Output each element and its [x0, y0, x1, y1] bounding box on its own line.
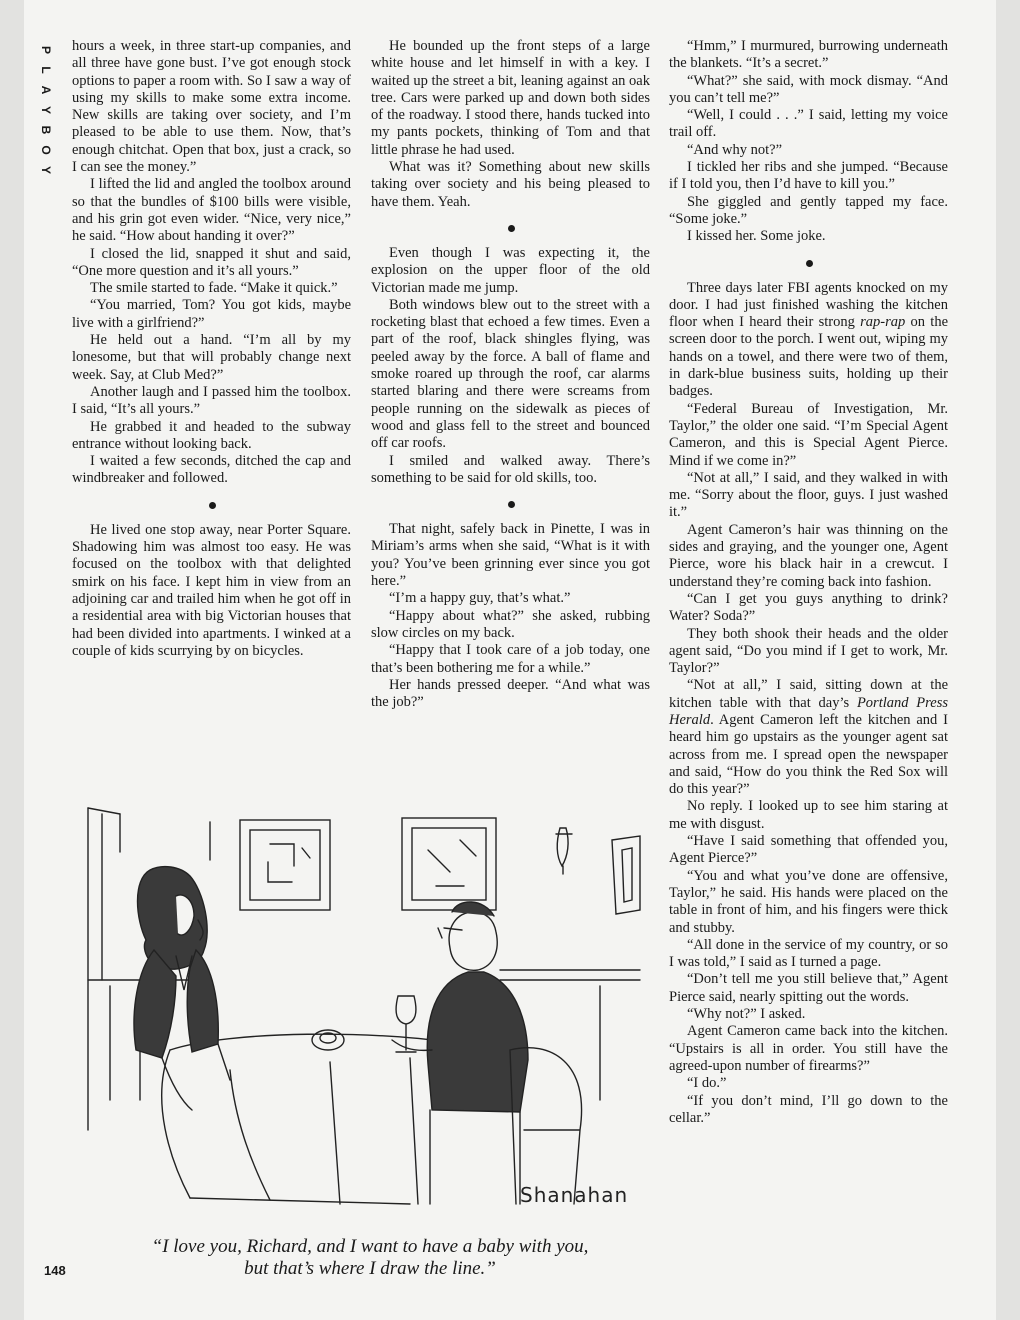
magazine-running-head: [38, 40, 54, 180]
body-paragraph: hours a week, in three start-up companies, and all three have gone bust. I’ve got enough stock options to paper a room with. So I saw a way of using my skills to make some extra income. New skills are taking over society, and I’m pleased to be able to use them. Now, that’s enough chitchat. Open that box, just a crack, so I can see the money.”: [72, 38, 351, 176]
page-number: 148: [44, 1263, 66, 1278]
body-paragraph: That night, safely back in Pinette, I was in Miriam’s arms when she said, “What is it with you? You’ve been grinning ever since you got here.”: [371, 521, 650, 590]
body-paragraph: “Happy about what?” she asked, rubbing slow circles on my back.: [371, 607, 650, 641]
body-paragraph: I smiled and walked away. There’s something to be said for old skills, too.: [371, 452, 650, 486]
body-paragraph: “Not at all,” I said, sitting down at the kitchen table with that day’s Portland Press Herald. Agent Cameron left the kitchen and I heard him go upstairs as the younger agent sat across from me. I spread open the newspaper and said, “How do you think the Red Sox will do this year?”: [669, 677, 948, 798]
running-head-letter: Y: [39, 165, 53, 174]
body-paragraph: I waited a few seconds, ditched the cap and windbreaker and followed.: [72, 453, 351, 487]
text-column-1: [72, 38, 351, 660]
body-paragraph: “You married, Tom? You got kids, maybe live with a girlfriend?”: [72, 297, 351, 331]
italic-phrase: rap-rap: [860, 314, 906, 331]
italic-phrase: Portland Press Herald: [669, 694, 948, 728]
cartoon-illustration: [80, 800, 650, 1225]
body-paragraph: Another laugh and I passed him the toolbox. I said, “It’s all yours.”: [72, 383, 351, 418]
body-paragraph: I kissed her. Some joke.: [687, 228, 826, 245]
body-paragraph: I closed the lid, snapped it shut and said, “One more question and it’s all yours.”: [72, 245, 351, 279]
body-paragraph: He lived one stop away, near Porter Square. Shadowing him was almost too easy. He was focused on the toolbox with that delighted smirk on his face. I kept him in view from an adjoining car and trailed him when he got off in a residential area with big Victorian houses that had been divided into apartments. I winked at a couple of kids scurrying by on bicycles.: [72, 521, 351, 659]
text-column-3: [669, 38, 948, 1127]
body-paragraph: “Happy that I took care of a job today, one that’s been bothering me for a while.”: [371, 642, 650, 676]
section-break-bullet: [72, 488, 351, 522]
running-head-letter: B: [39, 125, 53, 135]
body-paragraph: I lifted the lid and angled the toolbox around so that the bundles of $100 bills were visible, and his grin got even wider. “Nice, very nice,” he said. “How about handing it over?”: [72, 176, 351, 245]
body-paragraph: “Don’t tell me you still believe that,” Agent Pierce said, nearly spitting out the words.: [669, 971, 948, 1005]
caption-line-2: but that’s where I draw the line.”: [244, 1258, 496, 1279]
body-paragraph: I tickled her ribs and she jumped. “Because if I told you, then I’d have to kill you.”: [669, 159, 948, 193]
body-paragraph: The smile started to fade. “Make it quick.”: [90, 280, 338, 297]
running-head-letter: L: [39, 66, 53, 74]
body-paragraph: He held out a hand. “I’m all by my lonesome, but that will probably change next week. Say, at Club Med?”: [72, 332, 351, 383]
body-paragraph: She giggled and gently tapped my face. “Some joke.”: [669, 193, 948, 227]
body-paragraph: “Can I get you guys anything to drink? Water? Soda?”: [669, 590, 948, 625]
body-paragraph: He bounded up the front steps of a large white house and let himself in with a key. I waited up the street a bit, leaning against an oak tree. Cars were parked up and down both sides of the roadway. I stood there, hands tucked into my pants pockets, thinking of Tom and that little phrase he had used.: [371, 38, 650, 158]
body-paragraph: “Hmm,” I murmured, burrowing underneath the blankets. “It’s a secret.”: [669, 38, 948, 72]
caption-line-1: “I love you, Richard, and I want to have a baby with you,: [151, 1236, 589, 1257]
body-paragraph: Three days later FBI agents knocked on my door. I had just finished washing the kitchen floor when I heard their strong rap-rap on the screen door to the porch. I went out, wiping my hands on a towel, and there were two of them, in dark-blue business suits, holding up their badges.: [669, 279, 948, 400]
running-head-letter: A: [39, 85, 53, 95]
body-paragraph: “What?” she said, with mock dismay. “And you can’t tell me?”: [669, 72, 948, 106]
body-paragraph: He grabbed it and headed to the subway entrance without looking back.: [72, 418, 351, 452]
body-paragraph: “If you don’t mind, I’ll go down to the cellar.”: [669, 1092, 948, 1126]
running-head-letter: P: [39, 45, 53, 54]
body-paragraph: Even though I was expecting it, the explosion on the upper floor of the old Victorian made me jump.: [371, 244, 650, 296]
body-paragraph: Agent Cameron’s hair was thinning on the sides and graying, and the younger one, Agent Pierce, wore his black hair in a crewcut. I understand they’re coming back into fashion.: [669, 521, 948, 590]
body-paragraph: “Federal Bureau of Investigation, Mr. Taylor,” the older one said. “I’m Special Agent Cameron, and this is Special Agent Pierce. Mind if we come in?”: [669, 400, 948, 469]
body-paragraph: “Have I said something that offended you, Agent Pierce?”: [669, 833, 948, 867]
section-break-bullet: [371, 211, 650, 245]
body-paragraph: “Not at all,” I said, and they walked in with me. “Sorry about the floor, guys. I just washed it.”: [669, 469, 948, 521]
body-paragraph: “And why not?”: [687, 141, 783, 158]
body-paragraph: “Why not?” I asked.: [687, 1006, 806, 1023]
body-paragraph: “All done in the service of my country, or so I was told,” I said as I turned a page.: [669, 936, 948, 971]
body-paragraph: Both windows blew out to the street with a rocketing blast that echoed a few times. Even a part of the roof, black shingles flying, was peeled away by the force. A ball of flame and smoke roared up through the roof, car alarms started blaring and there were screams from people running on the sidewalk as pieces of wood and glass fell to the street and bounced off car roofs.: [371, 296, 650, 452]
body-paragraph: “Well, I could . . .” I said, letting my voice trail off.: [669, 107, 948, 141]
body-paragraph: No reply. I looked up to see him staring at me with disgust.: [669, 798, 948, 832]
running-head-letter: O: [39, 145, 53, 155]
body-paragraph: What was it? Something about new skills taking over society and his being pleased to have them. Yeah.: [371, 159, 650, 210]
body-paragraph: “I’m a happy guy, that’s what.”: [389, 590, 571, 607]
section-break-bullet: [669, 246, 948, 280]
cartoon-caption: [110, 1236, 630, 1280]
text-column-2: [371, 38, 650, 711]
body-paragraph: Agent Cameron came back into the kitchen. “Upstairs is all in order. You still have the agreed-upon number of firearms?”: [669, 1023, 948, 1074]
body-paragraph: “I do.”: [687, 1075, 727, 1092]
section-break-bullet: [371, 487, 650, 521]
cartoonist-signature: Shanahan: [520, 1183, 629, 1207]
body-paragraph: Her hands pressed deeper. “And what was the job?”: [371, 676, 650, 711]
body-paragraph: They both shook their heads and the older agent said, “Do you mind if I get to work, Mr. Taylor?”: [669, 625, 948, 677]
running-head-letter: Y: [39, 105, 53, 114]
body-paragraph: “You and what you’ve done are offensive, Taylor,” he said. His hands were placed on the table in front of him, and his fingers were thick and stubby.: [669, 867, 948, 936]
